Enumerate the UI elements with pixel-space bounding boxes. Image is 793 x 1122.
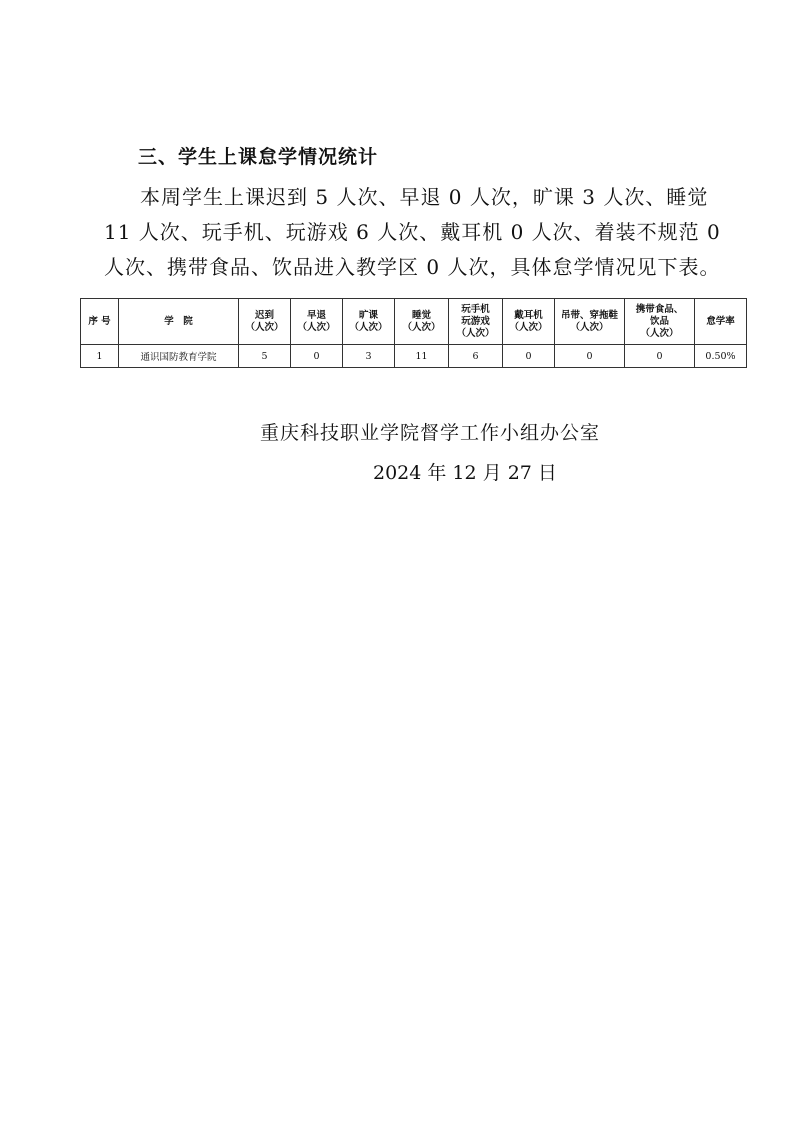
header-dress: 吊带、穿拖鞋 （人次）	[555, 299, 625, 345]
paragraph-line: 人次、携带食品、饮品进入教学区 0 人次，具体怠学情况见下表。	[104, 255, 721, 279]
cell-late: 5	[239, 345, 291, 368]
header-food-drinks: 携带食品、 饮品 （人次）	[625, 299, 695, 345]
section-heading: 三、学生上课怠学情况统计	[138, 146, 379, 168]
cell-early-leave: 0	[291, 345, 343, 368]
header-late: 迟到 （人次）	[239, 299, 291, 345]
paragraph-line: 11 人次、玩手机、玩游戏 6 人次、戴耳机 0 人次、着装不规范 0	[104, 220, 721, 244]
header-college: 学 院	[119, 299, 239, 345]
cell-phone-games: 6	[449, 345, 503, 368]
signature-date: 2024 年 12 月 27 日	[373, 462, 557, 484]
cell-rate: 0.50%	[695, 345, 747, 368]
header-rate: 怠学率	[695, 299, 747, 345]
cell-college: 通识国防教育学院	[119, 345, 239, 368]
summary-paragraph	[104, 180, 721, 285]
header-early-leave: 早退 （人次）	[291, 299, 343, 345]
table-header-row	[81, 299, 747, 345]
header-index: 序 号	[81, 299, 119, 345]
header-absent: 旷课 （人次）	[343, 299, 395, 345]
signature-organization: 重庆科技职业学院督学工作小组办公室	[260, 422, 601, 444]
paragraph-line: 本周学生上课迟到 5 人次、早退 0 人次，旷课 3 人次、睡觉	[140, 185, 709, 209]
header-earphones: 戴耳机 （人次）	[503, 299, 555, 345]
cell-dress: 0	[555, 345, 625, 368]
header-phone-games: 玩手机 玩游戏 （人次）	[449, 299, 503, 345]
cell-sleeping: 11	[395, 345, 449, 368]
table-row	[81, 345, 747, 368]
cell-absent: 3	[343, 345, 395, 368]
cell-earphones: 0	[503, 345, 555, 368]
cell-food-drinks: 0	[625, 345, 695, 368]
cell-index: 1	[81, 345, 119, 368]
truancy-stats-table	[80, 298, 747, 368]
header-sleeping: 睡觉 （人次）	[395, 299, 449, 345]
